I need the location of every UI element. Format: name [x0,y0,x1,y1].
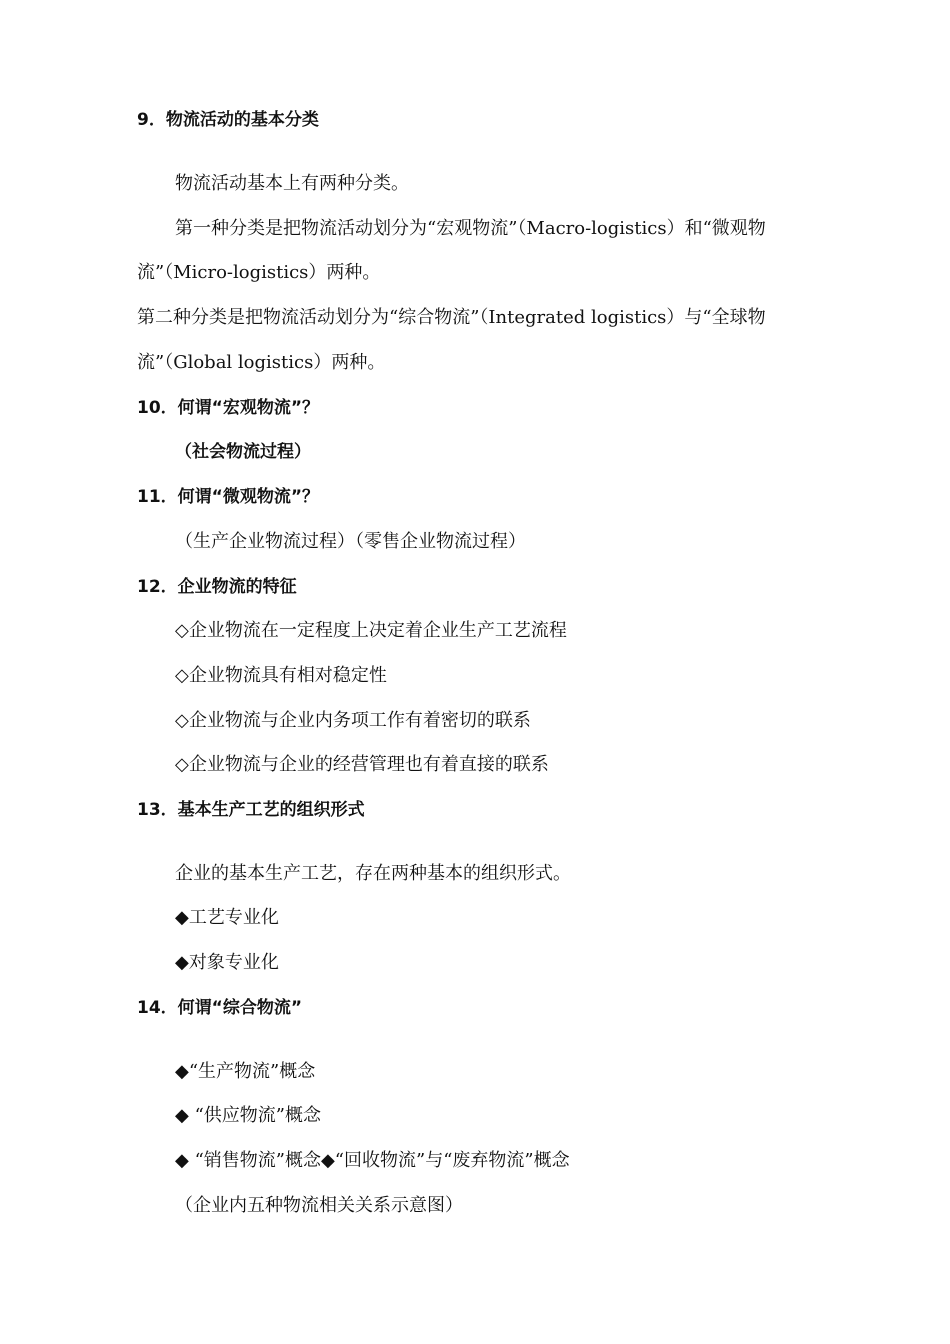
section-9-paragraph-3-line-1: 第二种分类是把物流活动划分为“综合物流”（Integrated logistics）与“全球物 [137,307,766,328]
section-9-heading: 9．物流活动的基本分类 [137,110,319,130]
section-12-item: ◇企业物流与企业的经营管理也有着直接的联系 [175,754,549,775]
section-13-item: ◆工艺专业化 [175,907,279,928]
section-9-paragraph-3-line-2: 流”（Global logistics）两种。 [137,352,386,373]
section-11-answer: （生产企业物流过程）（零售企业物流过程） [175,531,526,552]
section-10-heading: 10．何谓“宏观物流”？ [137,398,320,418]
section-14-heading: 14．何谓“综合物流” [137,998,303,1018]
section-12-heading: 12．企业物流的特征 [137,577,297,597]
section-14-item: ◆ “供应物流”概念 [175,1105,321,1126]
section-9-paragraph-1: 物流活动基本上有两种分类。 [175,173,409,194]
section-12-item: ◇企业物流与企业内务项工作有着密切的联系 [175,710,531,731]
section-12-item: ◇企业物流具有相对稳定性 [175,665,387,686]
section-13-heading: 13．基本生产工艺的组织形式 [137,800,365,820]
section-9-paragraph-2-line-2: 流”（Micro-logistics）两种。 [137,262,381,283]
section-10-answer: （社会物流过程） [175,442,311,462]
section-12-item: ◇企业物流在一定程度上决定着企业生产工艺流程 [175,620,567,641]
section-13-item: ◆对象专业化 [175,952,279,973]
section-13-intro: 企业的基本生产工艺，存在两种基本的组织形式。 [175,863,571,884]
figure-caption: （企业内五种物流相关关系示意图） [175,1195,463,1216]
section-9-paragraph-2-line-1: 第一种分类是把物流活动划分为“宏观物流”（Macro-logistics）和“微观物 [175,218,766,239]
section-11-heading: 11．何谓“微观物流”？ [137,487,320,507]
section-14-item: ◆“生产物流”概念 [175,1061,316,1082]
section-14-item: ◆ “销售物流”概念◆“回收物流”与“废弃物流”概念 [175,1150,570,1171]
